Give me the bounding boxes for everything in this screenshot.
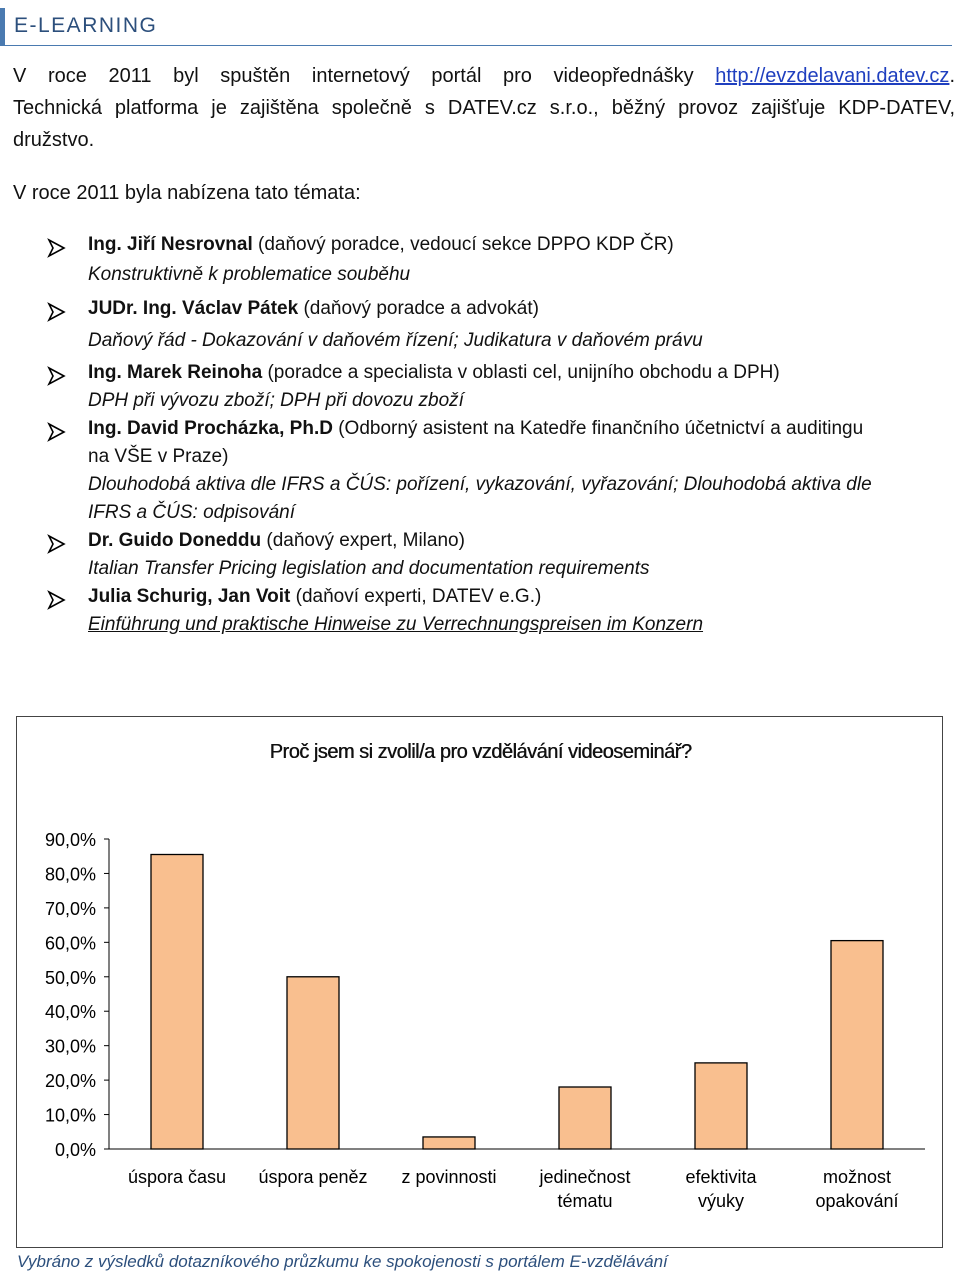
- topic-detail-line: [88, 446, 228, 468]
- bar: [831, 941, 883, 1149]
- speaker-role: (daňový poradce a advokát): [298, 298, 539, 319]
- category-label: efektivita: [685, 1167, 757, 1187]
- y-tick-label: 50,0%: [44, 967, 96, 988]
- speaker-role: (daňový poradce, vedoucí sekce DPPO KDP ČR): [252, 234, 674, 255]
- intro-paragraph: [13, 60, 955, 156]
- speaker-role: (daňový expert, Milano): [261, 530, 465, 551]
- intro-period: .: [949, 65, 955, 87]
- talk-title: Konstruktivně k problematice souběhu: [88, 264, 411, 285]
- talk-title: Italian Transfer Pricing legislation and documentation requirements: [88, 558, 650, 579]
- arrow-bullet-icon: [46, 302, 66, 322]
- topic-speaker-line: [88, 234, 674, 256]
- speaker-role: (Odborný asistent na Katedře finančního účetnictví a auditingu: [332, 418, 864, 439]
- bar: [423, 1137, 475, 1149]
- topic-detail-line: [88, 390, 464, 412]
- speaker-name: JUDr. Ing. Václav Pátek: [88, 298, 299, 319]
- speaker-name: Ing. Jiří Nesrovnal: [88, 234, 253, 255]
- y-tick-label: 40,0%: [44, 1002, 96, 1023]
- speaker-name: Ing. David Procházka, Ph.D: [88, 418, 333, 439]
- intro-text-2: Technická platforma je zajištěna společně s DATEV.cz s.r.o., běžný provoz zajišťuje KDP-DATEV,: [13, 97, 955, 119]
- speaker-role: (poradce a specialista v oblasti cel, unijního obchodu a DPH): [262, 362, 780, 383]
- topic-speaker-line: [88, 418, 863, 440]
- talk-title: Einführung und praktische Hinweise zu Verrechnungspreisen im Konzern: [88, 614, 704, 635]
- intro-text: V roce 2011 byl spuštěn internetový portál pro videopřednášky: [13, 65, 694, 87]
- topic-detail-line: [88, 264, 410, 286]
- bar: [151, 855, 203, 1150]
- y-tick-label: 60,0%: [44, 933, 96, 954]
- topic-detail-line: [88, 502, 295, 524]
- talk-title: IFRS a ČÚS: odpisování: [88, 502, 295, 523]
- category-label: úspora peněz: [258, 1167, 368, 1187]
- speaker-name: Julia Schurig, Jan Voit: [88, 586, 291, 607]
- section-header: [0, 8, 952, 46]
- chart-title: Proč jsem si zvolil/a pro vzdělávání videoseminář?: [269, 741, 692, 763]
- y-tick-label: 90,0%: [44, 830, 96, 850]
- category-label: možnost: [822, 1167, 892, 1187]
- topic-detail-line: [88, 330, 703, 352]
- topic-speaker-line: [88, 586, 541, 608]
- talk-title: DPH při vývozu zboží; DPH při dovozu zboží: [88, 390, 464, 411]
- topic-detail-line: [88, 614, 703, 636]
- category-label: tématu: [557, 1191, 613, 1211]
- bar: [559, 1087, 611, 1149]
- chart-frame: [16, 716, 943, 1248]
- arrow-bullet-icon: [46, 422, 66, 442]
- topic-detail-line: [88, 558, 650, 580]
- category-label: jedinečnost: [539, 1167, 631, 1187]
- arrow-bullet-icon: [46, 238, 66, 258]
- arrow-bullet-icon: [46, 366, 66, 386]
- intro-text-3: družstvo.: [13, 129, 95, 151]
- bar: [695, 1063, 747, 1149]
- talk-title: Daňový řád - Dokazování v daňovém řízení; Judikatura v daňovém právu: [88, 330, 703, 351]
- topic-detail-line: [88, 474, 872, 496]
- arrow-bullet-icon: [46, 534, 66, 554]
- bar-chart: [17, 717, 942, 1247]
- topic-speaker-line: [88, 530, 465, 552]
- topic-speaker-line: [88, 362, 780, 384]
- speaker-name: Dr. Guido Doneddu: [88, 530, 262, 551]
- speaker-role: (daňoví experti, DATEV e.G.): [290, 586, 542, 607]
- topic-speaker-line: [88, 298, 539, 320]
- category-label: z povinnosti: [401, 1167, 497, 1187]
- y-tick-label: 10,0%: [44, 1105, 96, 1126]
- y-tick-label: 20,0%: [44, 1071, 96, 1092]
- topics-intro: V roce 2011 byla nabízena tato témata:: [13, 182, 361, 204]
- section-title: E-LEARNING: [14, 14, 158, 37]
- bar: [287, 977, 339, 1149]
- portal-link[interactable]: http://evzdelavani.datev.cz: [715, 65, 950, 87]
- speaker-role: na VŠE v Praze): [88, 446, 229, 467]
- category-label: úspora času: [127, 1167, 227, 1187]
- arrow-bullet-icon: [46, 590, 66, 610]
- y-tick-label: 30,0%: [44, 1036, 96, 1057]
- footer-note: Vybráno z výsledků dotazníkového průzkumu ke spokojenosti s portálem E-vzdělávání: [17, 1252, 668, 1271]
- category-label: opakování: [815, 1191, 899, 1211]
- category-label: výuky: [697, 1191, 745, 1211]
- speaker-name: Ing. Marek Reinoha: [88, 362, 263, 383]
- y-tick-label: 0,0%: [54, 1140, 96, 1160]
- y-tick-label: 80,0%: [44, 864, 96, 885]
- y-tick-label: 70,0%: [44, 898, 96, 919]
- talk-title: Dlouhodobá aktiva dle IFRS a ČÚS: pořízení, vykazování, vyřazování; Dlouhodobá aktiva dle: [88, 474, 872, 495]
